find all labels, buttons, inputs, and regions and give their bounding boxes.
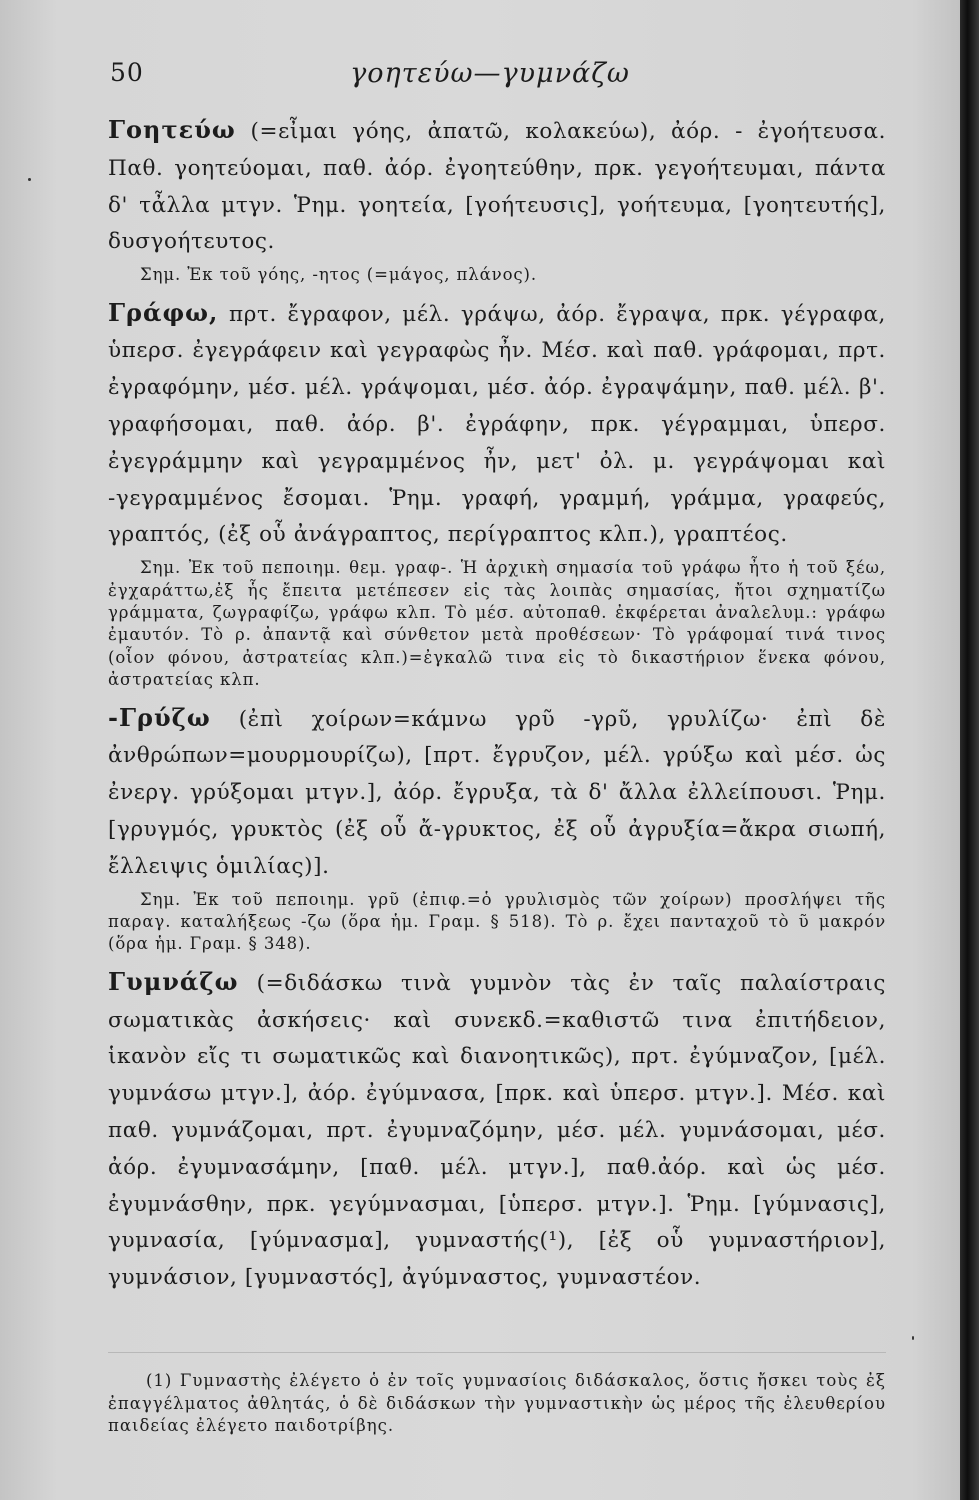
entry-note: Σημ. Ἐκ τοῦ πεποιημ. θεμ. γραφ-. Ἡ ἀρχικὴ σημασία τοῦ γράφω ἦτο ἡ τοῦ ξέω, ἐγχαράττω,ἐξ ἧς ἔπειτα μετέπεσεν εἰς τὰς λοιπὰς σημασίας, ἤτοι σχηματίζω γράμματα, ζωγραφίζω, γράφω κλπ. Τὸ μέσ. αὐτοπαθ. ἐκφέρεται ἀναλελυμ.: γράφω ἐμαυτόν. Τὸ ρ. ἀπαντᾷ καὶ σύνθετον μετὰ προθέσεων· Τὸ γράφομαί τινά τινος (οἷον φόνου, ἀστρατείας κλπ.)=ἐγκαλῶ τινα εἰς τὸ δικαστήριον ἕνεκα φόνου, ἀστρατείας κλπ. (108, 558, 886, 690)
footnote-rule (108, 1352, 886, 1353)
scan-speck (912, 1336, 914, 1340)
lemma: -Γρύζω (108, 702, 211, 732)
binding-edge (960, 0, 979, 1500)
entry-goiteyo (108, 112, 886, 261)
page-header (110, 58, 880, 98)
entry-grafo (108, 295, 886, 555)
page-number: 50 (110, 58, 144, 87)
entry-gymnazo (108, 964, 886, 1297)
entry-text: πρτ. ἔγραφον, μέλ. γράψω, ἀόρ. ἔγραψα, πρκ. γέγραφα, ὑπερσ. ἐγεγράφειν καὶ γεγραφὼς ἦν. Μέσ. καὶ παθ. γράφομαι, πρτ. ἐγραφόμην, μέσ. μέλ. γράψομαι, μέσ. ἀόρ. ἐγραψάμην, παθ. μέλ. β'. γραφήσομαι, παθ. ἀόρ. β'. ἐγράφην, πρκ. γέγραμμαι, ὑπερσ. ἐγεγράμμην καὶ γεγραμμένος ἦν, μετ' ὀλ. μ. γεγράψομαι καὶ -γεγραμμένος ἔσομαι. Ῥημ. γραφή, γραμμή, γράμμα, γραφεύς, γραπτός, (ἐξ οὗ ἀνάγραπτος, περίγραπτος κλπ.), γραπτέος. (108, 301, 886, 548)
entry-text: (=εἶμαι γόης, ἀπατῶ, κολακεύω), ἀόρ. - ἐγοήτευσα. Παθ. γοητεύομαι, παθ. ἀόρ. ἐγοητεύθην, πρκ. γεγοήτευμαι, πάντα δ' τἆλλα μτγν. Ῥημ. γοητεία, [γοήτευσις], γοήτευμα, [γοητευτής], δυσγοήτευτος. (108, 119, 887, 255)
scan-speck (28, 178, 31, 181)
lemma: Γυμνάζω (108, 966, 239, 996)
running-title: γοητεύω—γυμνάζω (350, 58, 630, 89)
entry-note: Σημ. Ἐκ τοῦ πεποιημ. γρῦ (ἐπιφ.=ὁ γρυλισμὸς τῶν χοίρων) προσλήψει τῆς παραγ. καταλήξεως -ζω (ὅρα ἡμ. Γραμ. § 518). Τὸ ρ. ἔχει πανταχοῦ τὸ ῦ μακρόν (ὅρα ἡμ. Γραμ. § 348). (108, 889, 886, 954)
entry-note: Σημ. Ἐκ τοῦ γόης, -ητος (=μάγος, πλάνος). (140, 265, 538, 285)
lemma: Γοητεύω (108, 115, 236, 144)
dictionary-body (108, 112, 886, 1297)
entry-text: (=διδάσκω τινὰ γυμνὸν τὰς ἐν ταῖς παλαίστραις σωματικὰς ἀσκήσεις· καὶ συνεκδ.=καθιστῶ τινα ἐπιτήδειον, ἱκανὸν εἴς τι σωματικῶς καὶ διανοητικῶς), πρτ. ἐγύμναζον, [μέλ. γυμνάσω μτγν.], ἀόρ. ἐγύμνασα, [πρκ. καὶ ὑπερσ. μτγν.]. Μέσ. καὶ παθ. γυμνάζομαι, πρτ. ἐγυμναζόμην, μέσ. μέλ. γυμνάσομαι, μέσ. ἀόρ. ἐγυμνασάμην, [παθ. μέλ. μτγν.], παθ.ἀόρ. καὶ ὡς μέσ. ἐγυμνάσθην, πρκ. γεγύμνασμαι, [ὑπερσ. μτγν.]. Ῥημ. [γύμνασις], γυμνασία, [γύμνασμα], γυμναστής(¹), [ἐξ οὗ γυμναστήριον], γυμνάσιον, [γυμναστός], ἀγύμναστος, γυμναστέον. (108, 970, 887, 1291)
entry-gryzo (108, 700, 886, 886)
entry-text: (ἐπὶ χοίρων=κάμνω γρῦ -γρῦ, γρυλίζω· ἐπὶ δὲ ἀνθρώπων=μουρμουρίζω), [πρτ. ἔγρυζον, μέλ. γρύξω καὶ μέσ. ὡς ἐνεργ. γρύξομαι μτγν.], ἀόρ. ἔγρυξα, τὰ δ' ἄλλα ἐλλείπουσι. Ῥημ. [γρυγμός, γρυκτὸς (ἐξ οὗ ἄ-γρυκτος, ἐξ οὗ ἀγρυξία=ἄκρα σιωπή, ἔλλειψις ὁμιλίας)]. (108, 706, 886, 879)
footnote: (1) Γυμναστὴς ἐλέγετο ὁ ἐν τοῖς γυμνασίοις διδάσκαλος, ὅστις ἤσκει τοὺς ἐξ ἐπαγγέλματος ἀθλητάς, ὁ δὲ διδάσκων τὴν γυμναστικὴν ὡς μέρος τῆς ἐλευθερίου παιδείας ἐλέγετο παιδοτρίβης. (108, 1371, 886, 1436)
lemma: Γράφω, (108, 297, 219, 327)
